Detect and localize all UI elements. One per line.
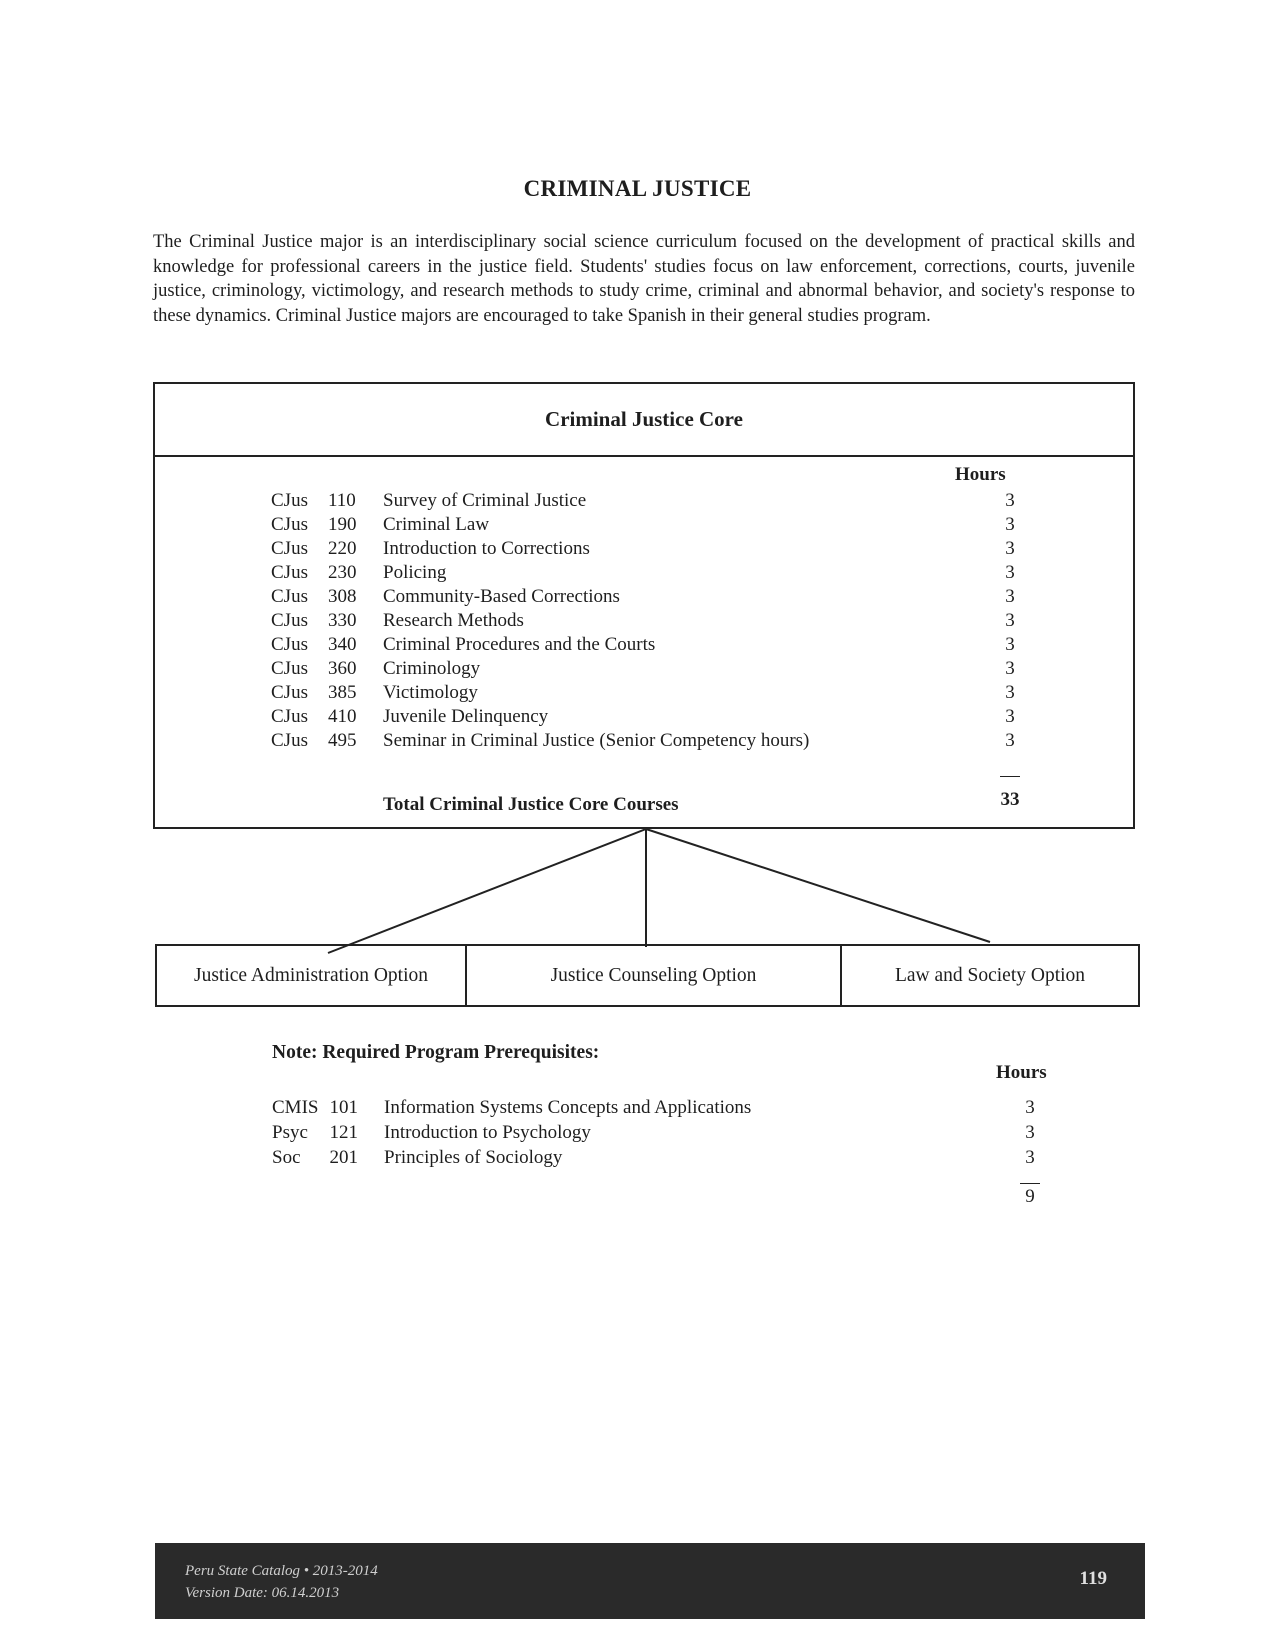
total-rule bbox=[1000, 776, 1020, 777]
footer-version-date: Version Date: 06.14.2013 bbox=[185, 1585, 340, 1601]
core-course-row bbox=[155, 536, 1133, 561]
core-course-row bbox=[155, 512, 1133, 537]
course-title: Juvenile Delinquency bbox=[383, 706, 549, 727]
core-course-row bbox=[155, 656, 1133, 681]
page-number: 119 bbox=[1079, 1568, 1107, 1589]
course-number: 410 bbox=[328, 706, 357, 727]
core-heading: Criminal Justice Core bbox=[155, 384, 1133, 457]
course-hours: 3 bbox=[1005, 562, 1015, 583]
course-title: Seminar in Criminal Justice (Senior Competency hours) bbox=[383, 730, 810, 751]
course-hours: 3 bbox=[1025, 1097, 1035, 1118]
intro-paragraph: The Criminal Justice major is an interdisciplinary social science curriculum focused on the development of practical skills and knowledge for professional careers in the justice field. Students' studies focus on law enforcement, corrections, courts, juvenile justice, criminology, victimology, and research methods to study crime, criminal and abnormal behavior, and society's response to these dynamics. Criminal Justice majors are encouraged to take Spanish in their general studies program. bbox=[153, 232, 1135, 326]
core-box bbox=[153, 382, 1135, 829]
course-hours: 3 bbox=[1005, 610, 1015, 631]
course-title: Survey of Criminal Justice bbox=[383, 490, 587, 511]
course-hours: 3 bbox=[1005, 634, 1015, 655]
connector-line-right bbox=[646, 829, 990, 942]
course-hours: 3 bbox=[1005, 658, 1015, 679]
prereq-course-row bbox=[0, 1145, 1275, 1170]
course-prefix: CJus bbox=[271, 562, 308, 583]
course-number: 340 bbox=[328, 634, 357, 655]
prereq-title: Note: Required Program Prerequisites: bbox=[272, 1042, 600, 1063]
course-prefix: CJus bbox=[271, 586, 308, 607]
prereq-total-hours: 9 bbox=[1025, 1186, 1035, 1207]
footer-catalog-name: Peru State Catalog • 2013-2014 bbox=[185, 1563, 378, 1579]
course-hours: 3 bbox=[1005, 706, 1015, 727]
course-prefix: Psyc bbox=[272, 1122, 308, 1143]
course-title: Criminal Procedures and the Courts bbox=[383, 634, 656, 655]
course-prefix: CJus bbox=[271, 514, 308, 535]
course-prefix: CJus bbox=[271, 610, 308, 631]
course-hours: 3 bbox=[1005, 490, 1015, 511]
prereq-total-rule bbox=[1020, 1183, 1040, 1184]
course-title: Victimology bbox=[383, 682, 478, 703]
core-course-row bbox=[155, 560, 1133, 585]
core-total-label: Total Criminal Justice Core Courses bbox=[383, 794, 679, 815]
course-number: 360 bbox=[328, 658, 357, 679]
course-title: Community-Based Corrections bbox=[383, 586, 620, 607]
page-title: CRIMINAL JUSTICE bbox=[523, 176, 752, 201]
core-course-row bbox=[155, 608, 1133, 633]
option-law-and-society: Law and Society Option bbox=[840, 946, 1138, 1005]
course-hours: 3 bbox=[1005, 586, 1015, 607]
option-justice-counseling: Justice Counseling Option bbox=[465, 946, 840, 1005]
prereq-course-row bbox=[0, 1095, 1275, 1120]
course-prefix: CJus bbox=[271, 730, 308, 751]
core-course-row bbox=[155, 704, 1133, 729]
core-course-row bbox=[155, 680, 1133, 705]
course-prefix: Soc bbox=[272, 1147, 301, 1168]
prereq-hours-header: Hours bbox=[996, 1062, 1047, 1083]
course-title: Introduction to Psychology bbox=[384, 1122, 591, 1143]
course-prefix: CMIS bbox=[272, 1097, 319, 1118]
connector-line-left bbox=[328, 829, 646, 953]
course-hours: 3 bbox=[1025, 1122, 1035, 1143]
course-hours: 3 bbox=[1005, 682, 1015, 703]
course-prefix: CJus bbox=[271, 706, 308, 727]
course-prefix: CJus bbox=[271, 490, 308, 511]
course-hours: 3 bbox=[1005, 514, 1015, 535]
course-title: Criminology bbox=[383, 658, 481, 679]
course-number: 385 bbox=[328, 682, 357, 703]
course-number: 101 bbox=[329, 1097, 358, 1118]
course-number: 121 bbox=[329, 1122, 358, 1143]
course-hours: 3 bbox=[1005, 538, 1015, 559]
course-title: Policing bbox=[383, 562, 447, 583]
core-total-hours: 33 bbox=[1000, 789, 1020, 810]
course-title: Criminal Law bbox=[383, 514, 490, 535]
course-number: 330 bbox=[328, 610, 357, 631]
option-justice-administration: Justice Administration Option bbox=[194, 964, 428, 986]
options-row bbox=[155, 944, 1140, 1007]
course-number: 201 bbox=[329, 1147, 358, 1168]
course-hours: 3 bbox=[1025, 1147, 1035, 1168]
course-number: 230 bbox=[328, 562, 357, 583]
course-number: 220 bbox=[328, 538, 357, 559]
course-prefix: CJus bbox=[271, 658, 308, 679]
course-title: Introduction to Corrections bbox=[383, 538, 590, 559]
core-course-row bbox=[155, 728, 1133, 753]
course-title: Information Systems Concepts and Applications bbox=[384, 1097, 752, 1118]
course-hours: 3 bbox=[1005, 730, 1015, 751]
course-title: Principles of Sociology bbox=[384, 1147, 563, 1168]
prereq-course-row bbox=[0, 1120, 1275, 1145]
core-course-row bbox=[155, 632, 1133, 657]
course-prefix: CJus bbox=[271, 634, 308, 655]
course-number: 308 bbox=[328, 586, 357, 607]
course-title: Research Methods bbox=[383, 610, 524, 631]
course-number: 495 bbox=[328, 730, 357, 751]
core-course-row bbox=[155, 584, 1133, 609]
course-prefix: CJus bbox=[271, 538, 308, 559]
page-footer bbox=[155, 1543, 1145, 1619]
course-prefix: CJus bbox=[271, 682, 308, 703]
course-number: 190 bbox=[328, 514, 357, 535]
course-number: 110 bbox=[328, 490, 356, 511]
core-hours-header: Hours bbox=[955, 464, 1006, 485]
core-course-row bbox=[155, 488, 1133, 513]
